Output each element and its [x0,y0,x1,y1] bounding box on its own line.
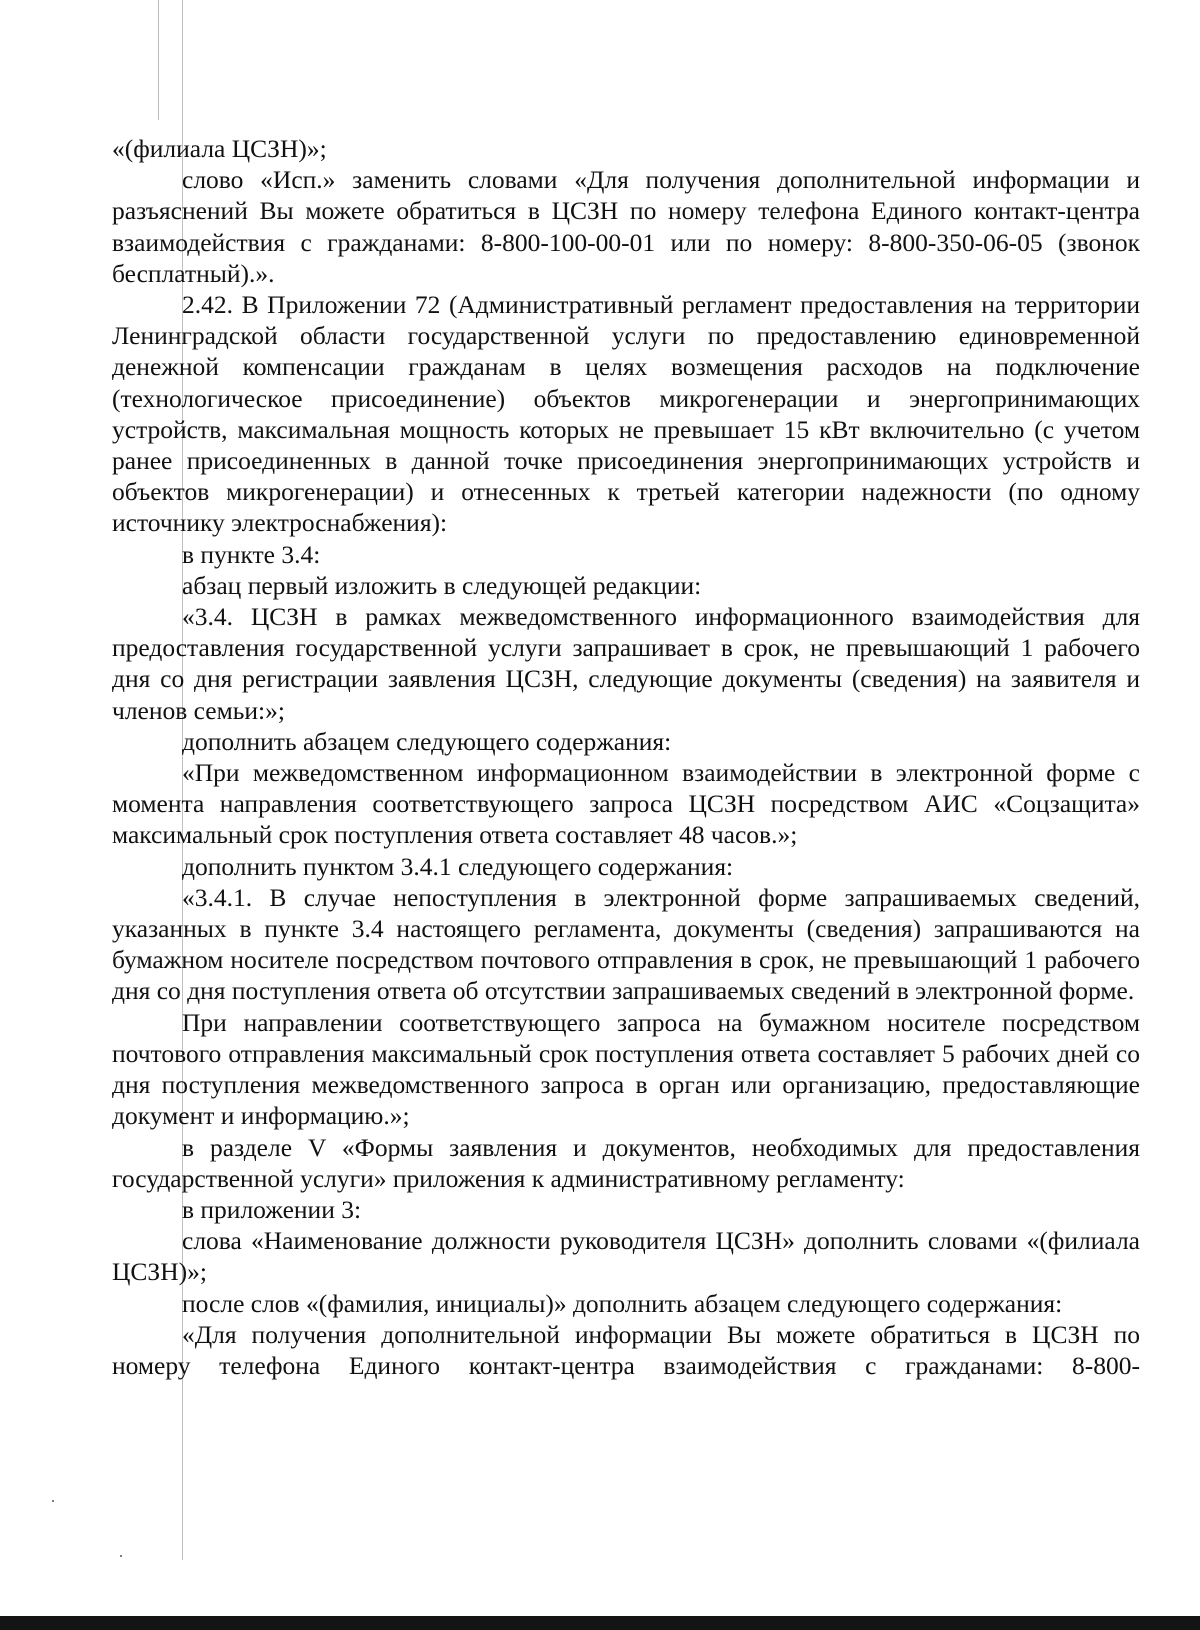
paragraph: слово «Исп.» заменить словами «Для получения дополнительной информации и разъяснений Вы можете обратиться в ЦСЗН по номеру телефона Единого контакт-центра взаимодействия с гражданами: 8-800-100-00-01 или по номеру: 8-800-350-06-05 (звонок бесплатный).». [112,165,1140,288]
paragraph: При направлении соответствующего запроса на бумажном носителе посредством почтового отправления максимальный срок поступления ответа составляет 5 рабочих дней со дня поступления межведомственного запроса в орган или организацию, предоставляющие документ и информацию.»; [112,1007,1140,1131]
paragraph: дополнить абзацем следующего содержания: [182,726,672,756]
paragraph: абзац первый изложить в следующей редакции: [182,570,702,600]
scan-artifact-speck [120,1555,122,1557]
paragraph: после слов «(фамилия, инициалы)» дополнить абзацем следующего содержания: [182,1288,1063,1318]
paragraph: дополнить пунктом 3.4.1 следующего содержания: [182,851,734,881]
scan-artifact-speck [52,1500,54,1502]
paragraph: «(филиала ЦСЗН)»; [112,134,327,163]
paragraph: слова «Наименование должности руководителя ЦСЗН» дополнить словами «(филиала ЦСЗН)»; [112,1226,1140,1287]
paragraph: в разделе V «Формы заявления и документов, необходимых для предоставления государственной услуги» приложения к административному регламенту: [112,1132,1140,1193]
paragraph: «При межведомственном информационном взаимодействии в электронной форме с момента направления соответствующего запроса ЦСЗН посредством АИС «Соцзащита» максимальный срок поступления ответа составляет 48 часов.»; [112,758,1140,850]
scan-artifact-bottom-edge [0,1616,1200,1630]
paragraph: «Для получения дополнительной информации Вы можете обратиться в ЦСЗН по номеру телефона Единого контакт-центра взаимодействия с гражданами: 8-800- [112,1319,1140,1380]
paragraph: в пункте 3.4: [182,539,321,569]
scan-artifact-top-mark [158,0,159,120]
paragraph: в приложении 3: [182,1194,362,1224]
paragraph: 2.42. В Приложении 72 (Административный регламент предоставления на территории Ленинградской области государственной услуги по предоставлению единовременной денежной компенсации гражданам в целях возмещения расходов на подключение (технологическое присоединение) объектов микрогенерации и энергопринимающих устройств, максимальная мощность которых не превышает 15 кВт включительно (с учетом ранее присоединенных в данной точке присоединения энергопринимающих устройств и объектов микрогенерации) и отнесенных к третьей категории надежности (по одному источнику электроснабжения): [112,290,1140,538]
document-page [112,133,1140,1381]
paragraph: «3.4.1. В случае непоступления в электронной форме запрашиваемых сведений, указанных в пункте 3.4 настоящего регламента, документы (сведения) запрашиваются на бумажном носителе посредством почтового отправления в срок, не превышающий 1 рабочего дня со дня поступления ответа об отсутствии запрашиваемых сведений в электронной форме. [112,882,1140,1006]
paragraph: «3.4. ЦСЗН в рамках межведомственного информационного взаимодействия для предоставления государственной услуги запрашивает в срок, не превышающий 1 рабочего дня со дня регистрации заявления ЦСЗН, следующие документы (сведения) на заявителя и членов семьи:»; [112,602,1140,725]
